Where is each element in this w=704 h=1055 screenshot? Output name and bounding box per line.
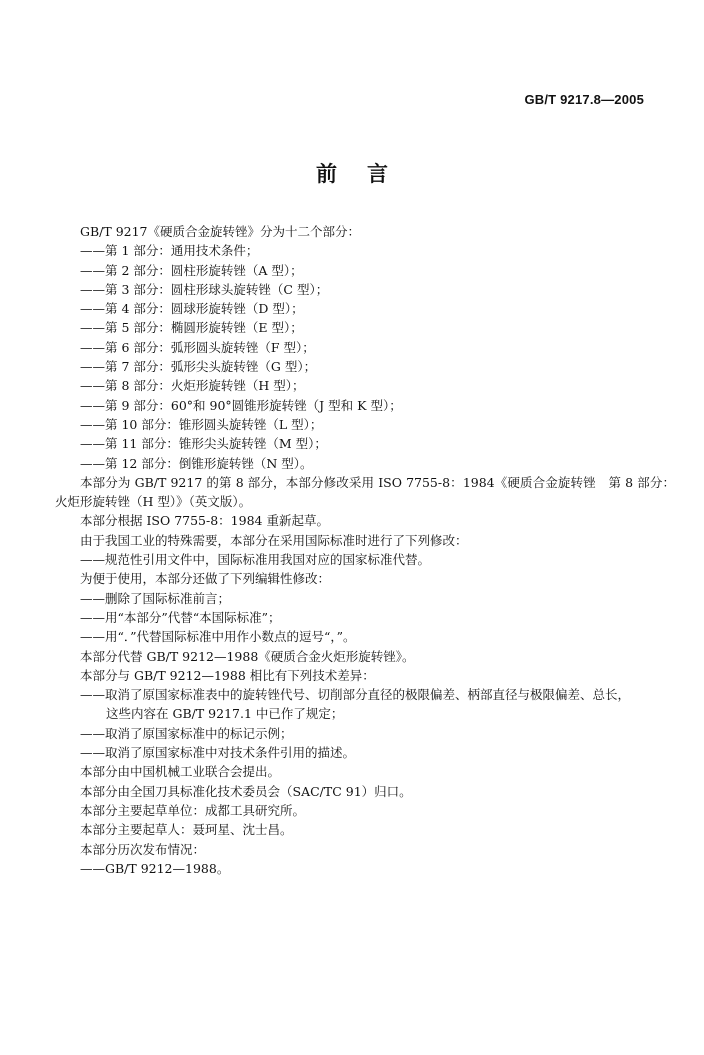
paragraph: 本部分主要起草人：聂珂星、沈士昌。 bbox=[80, 822, 293, 838]
list-item: ——第 10 部分：锥形圆头旋转锉（L 型）； bbox=[80, 416, 323, 432]
list-item: ——第 4 部分：圆球形旋转锉（D 型）； bbox=[80, 301, 304, 317]
list-item: ——GB/T 9212—1988。 bbox=[80, 860, 230, 876]
standard-number: GB/T 9217.8—2005 bbox=[524, 92, 644, 107]
paragraph: 本部分与 GB/T 9212—1988 相比有下列技术差异： bbox=[80, 667, 375, 683]
paragraph: 本部分为 GB/T 9217 的第 8 部分，本部分修改采用 ISO 7755-8：1984《硬质合金旋转锉 第 8 部分：火炬形旋转锉（H 型）》（英文版）。 bbox=[55, 474, 675, 510]
list-item-continuation: 这些内容在 GB/T 9217.1 中已作了规定； bbox=[106, 706, 344, 722]
paragraph: 本部分由中国机械工业联合会提出。 bbox=[80, 764, 281, 780]
list-item: ——第 3 部分：圆柱形球头旋转锉（C 型）； bbox=[80, 281, 329, 297]
list-item: ——第 9 部分：60°和 90°圆锥形旋转锉（J 型和 K 型）； bbox=[80, 397, 402, 413]
list-item: ——规范性引用文件中，国际标准用我国对应的国家标准代替。 bbox=[80, 552, 431, 568]
list-item: ——第 12 部分：倒锥形旋转锉（N 型）。 bbox=[80, 455, 313, 471]
paragraph: 本部分历次发布情况： bbox=[80, 841, 206, 857]
paragraph: 由于我国工业的特殊需要，本部分在采用国际标准时进行了下列修改： bbox=[80, 532, 468, 548]
list-item: ——第 7 部分：弧形尖头旋转锉（G 型）； bbox=[80, 359, 317, 375]
paragraph: 本部分由全国刀具标准化技术委员会（SAC/TC 91）归口。 bbox=[80, 783, 412, 799]
list-item: ——第 11 部分：锥形尖头旋转锉（M 型）； bbox=[80, 436, 327, 452]
list-item: ——取消了原国家标准表中的旋转锉代号、切削部分直径的极限偏差、柄部直径与极限偏差、总长， bbox=[80, 687, 631, 703]
list-item: ——第 8 部分：火炬形旋转锉（H 型）； bbox=[80, 378, 305, 394]
paragraph: 本部分主要起草单位：成都工具研究所。 bbox=[80, 802, 306, 818]
paragraph: 本部分根据 ISO 7755-8：1984 重新起草。 bbox=[80, 513, 329, 529]
list-item: ——用“本部分”代替“本国际标准”； bbox=[80, 609, 281, 625]
list-item: ——第 2 部分：圆柱形旋转锉（A 型）； bbox=[80, 262, 303, 278]
list-item: ——删除了国际标准前言； bbox=[80, 590, 231, 606]
list-item: ——取消了原国家标准中的标记示例； bbox=[80, 725, 293, 741]
paragraph: 为便于使用，本部分还做了下列编辑性修改： bbox=[80, 571, 331, 587]
paragraph: GB/T 9217《硬质合金旋转锉》分为十二个部分： bbox=[80, 224, 361, 239]
list-item: ——第 5 部分：椭圆形旋转锉（E 型）； bbox=[80, 320, 303, 336]
list-item: ——用“．”代替国际标准中用作小数点的逗号“，”。 bbox=[80, 629, 356, 645]
paragraph: 本部分代替 GB/T 9212—1988《硬质合金火炬形旋转锉》。 bbox=[80, 648, 415, 664]
list-item: ——第 1 部分：通用技术条件； bbox=[80, 243, 259, 259]
list-item: ——第 6 部分：弧形圆头旋转锉（F 型）； bbox=[80, 339, 315, 355]
list-item: ——取消了原国家标准中对技术条件引用的描述。 bbox=[80, 745, 356, 761]
page-title: 前言 bbox=[316, 162, 418, 186]
foreword-body bbox=[55, 222, 675, 878]
